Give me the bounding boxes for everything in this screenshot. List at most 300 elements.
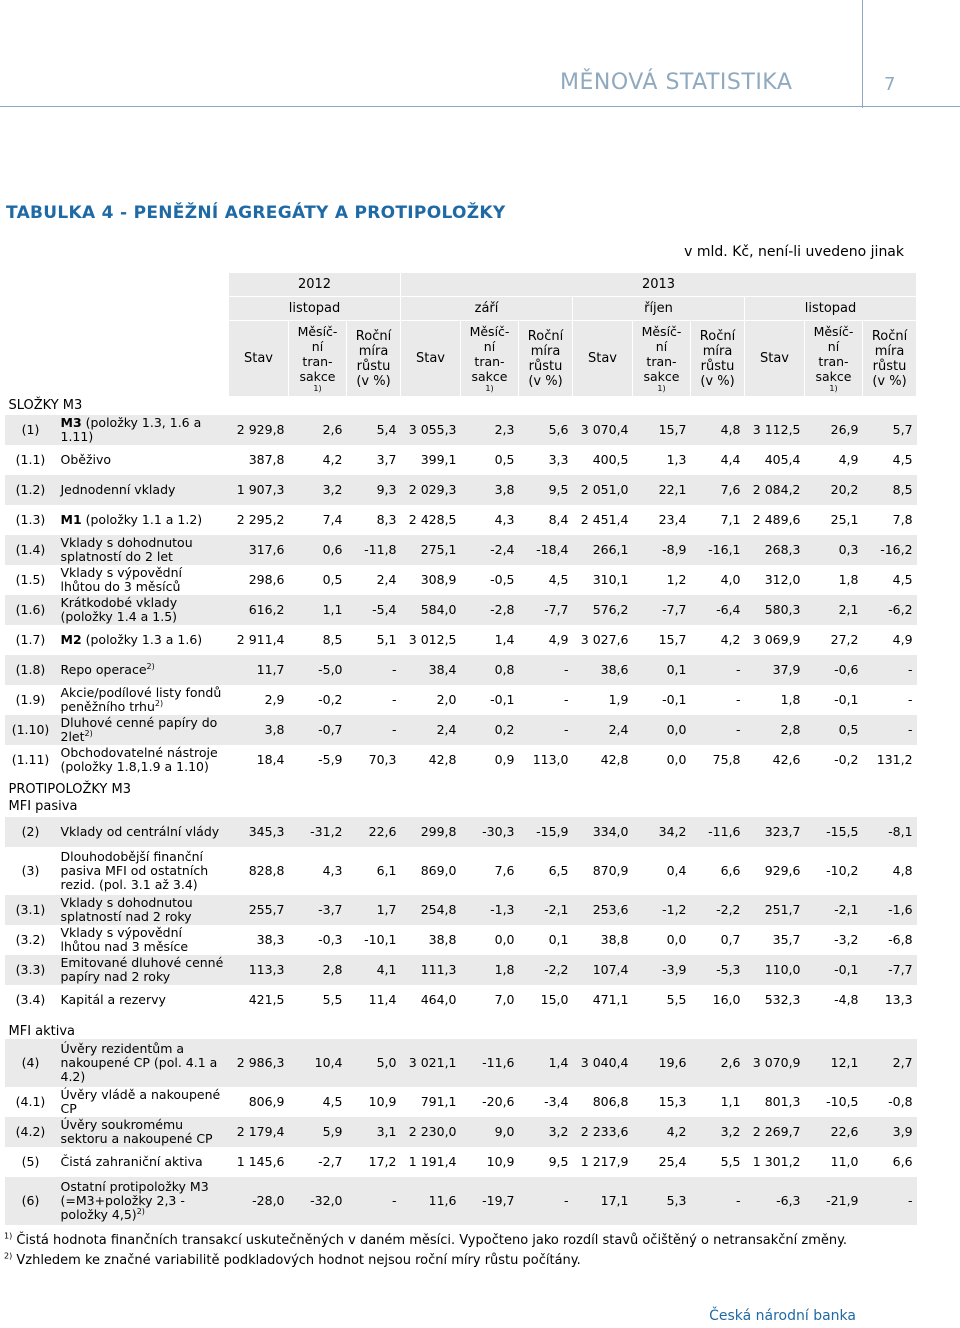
row-value: - (691, 655, 745, 685)
row-value: 5,4 (347, 415, 401, 445)
row-value: -2,2 (519, 955, 573, 985)
row-value: 334,0 (573, 817, 633, 847)
row-value: 6,6 (892, 1154, 913, 1169)
row-value: 254,8 (401, 895, 461, 925)
col-mes-line: Měsíč- (813, 323, 854, 339)
row-value: 2,4 (573, 715, 633, 745)
row-label-text: Vklady s výpovědní lhůtou do 3 měsíců (60, 565, 183, 594)
col-mes-line: sakce (815, 368, 852, 384)
table-row (5, 1039, 917, 1087)
row-label (57, 1117, 229, 1147)
row-value: 13,3 (884, 992, 913, 1007)
row-value: 27,2 (830, 632, 859, 647)
row-value: 0,0 (494, 932, 515, 947)
row-value: 3 070,4 (573, 415, 633, 445)
row-label-text: Vklady s dohodnutou splatností do 2 let (60, 535, 193, 564)
row-code: (4.1) (15, 1094, 46, 1109)
col-mesicni-transakce-header (461, 321, 519, 397)
row-label-aggregate: M1 (60, 512, 82, 527)
row-value: 19,6 (633, 1039, 691, 1087)
row-value: 17,2 (368, 1154, 397, 1169)
row-value: 929,6 (764, 863, 801, 878)
row-value: 2 428,5 (408, 512, 457, 527)
row-value: -15,5 (805, 817, 863, 847)
row-value: 584,0 (401, 595, 461, 625)
row-label-text: Dlouhodobější finanční pasiva MFI od ostatních rezid. (pol. 3.1 až 3.4) (60, 849, 209, 892)
footer-brand: Česká národní banka (709, 1308, 856, 1324)
row-value: 25,1 (830, 512, 859, 527)
month-2013-listopad: listopad (745, 297, 917, 321)
row-code: (1.1) (15, 452, 46, 467)
col-mes-line: tran- (646, 353, 677, 369)
row-code: (1.7) (15, 632, 46, 647)
row-label-text: Úvěry soukromému sektoru a nakoupené CP (60, 1117, 213, 1146)
row-value: 3,2 (289, 475, 347, 505)
table-row (5, 715, 917, 745)
row-value: -21,9 (805, 1177, 863, 1225)
row-value: 15,3 (658, 1094, 687, 1109)
row-value: - (347, 715, 401, 745)
row-value: 9,5 (519, 475, 573, 505)
row-value: 2,1 (805, 595, 863, 625)
row-value: - (347, 655, 401, 685)
row-value: 0,1 (548, 932, 569, 947)
table-row (5, 655, 917, 685)
row-value: 298,6 (248, 572, 285, 587)
col-stav-header: Stav (745, 321, 805, 397)
col-mes-line: ní (827, 338, 840, 354)
row-value: 2 084,2 (745, 475, 805, 505)
row-label (57, 895, 229, 925)
section-row (5, 1015, 917, 1039)
table-row (5, 565, 917, 595)
col-mes-line: sakce (471, 368, 508, 384)
row-value: 18,4 (256, 752, 285, 767)
row-value: 1 301,2 (752, 1154, 801, 1169)
row-value: - (908, 692, 913, 707)
table-row (5, 445, 917, 475)
row-value: 1 907,3 (229, 475, 289, 505)
table-row (5, 595, 917, 625)
row-label (57, 1177, 229, 1225)
table-row (5, 895, 917, 925)
row-value: -16,1 (691, 535, 745, 565)
col-stav-header: Stav (573, 321, 633, 397)
row-value: 0,0 (666, 752, 687, 767)
row-value: 11,0 (830, 1154, 859, 1169)
table-row (5, 625, 917, 655)
row-value: -18,4 (519, 535, 573, 565)
row-value: 22,6 (347, 817, 401, 847)
col-stav-header: Stav (401, 321, 461, 397)
row-value: 38,8 (428, 932, 457, 947)
col-rocni-mira-header (863, 321, 917, 397)
row-value: 253,6 (573, 895, 633, 925)
row-value: 2,9 (264, 692, 285, 707)
row-value: 10,9 (486, 1154, 515, 1169)
row-value: - (347, 1177, 401, 1225)
row-value: 1 145,6 (236, 1154, 285, 1169)
row-value: -2,1 (519, 895, 573, 925)
row-value: 2 029,3 (401, 475, 461, 505)
row-code: (1.6) (5, 595, 57, 625)
row-value: 464,0 (420, 992, 457, 1007)
row-value: 5,9 (289, 1117, 347, 1147)
row-value: 1 217,9 (580, 1154, 629, 1169)
row-value: 38,6 (573, 655, 633, 685)
row-value: 312,0 (764, 572, 801, 587)
row-value: 3,2 (519, 1117, 573, 1147)
row-value: -4,8 (834, 992, 859, 1007)
table-row (5, 535, 917, 565)
row-value: -0,7 (289, 715, 347, 745)
row-value: -5,0 (289, 655, 347, 685)
row-value: 8,5 (322, 632, 343, 647)
year-2013: 2013 (401, 273, 917, 297)
row-value: 576,2 (573, 595, 633, 625)
row-label-text: Úvěry vládě a nakoupené CP (60, 1087, 221, 1116)
page-number: 7 (884, 74, 896, 95)
row-label (57, 715, 229, 745)
row-value: 5,5 (322, 992, 343, 1007)
row-value: 4,2 (720, 632, 741, 647)
table-row (5, 847, 917, 895)
row-value: - (691, 1177, 745, 1225)
footnote-2 (4, 1253, 581, 1268)
row-value: 5,3 (633, 1177, 691, 1225)
row-code: (1.2) (5, 475, 57, 505)
row-value: 0,6 (289, 535, 347, 565)
row-value: 345,3 (229, 817, 289, 847)
row-label-text: Krátkodobé vklady (položky 1.4 a 1.5) (60, 595, 178, 624)
row-value: -8,1 (863, 817, 917, 847)
row-value: -11,8 (347, 535, 401, 565)
row-value: 2,4 (401, 715, 461, 745)
row-value: 15,0 (540, 992, 569, 1007)
section-row (5, 397, 917, 416)
row-label-text: (položky 1.3, 1.6 a 1.11) (60, 415, 202, 444)
row-value: 0,5 (322, 572, 343, 587)
row-label-text: Oběživo (60, 452, 112, 467)
row-value: 113,3 (229, 955, 289, 985)
row-value: 532,3 (764, 992, 801, 1007)
row-label (57, 535, 229, 565)
row-value: 37,9 (745, 655, 805, 685)
row-value: 2 269,7 (745, 1117, 805, 1147)
row-label (57, 1087, 229, 1117)
row-value: 1,4 (494, 632, 515, 647)
col-mes-footnote-mark: 1) (485, 383, 494, 393)
row-value: -10,5 (826, 1094, 859, 1109)
col-roc-line: (v %) (700, 373, 735, 389)
row-label (57, 595, 229, 625)
row-value: 400,5 (592, 452, 629, 467)
row-value: 266,1 (573, 535, 633, 565)
row-value: 1,8 (780, 692, 801, 707)
row-value: 9,0 (461, 1117, 519, 1147)
row-value: 3,3 (548, 452, 569, 467)
row-value: 5,6 (519, 415, 573, 445)
month-2013-zari: září (401, 297, 573, 321)
col-roc-line: (v %) (872, 373, 907, 389)
table-row (5, 955, 917, 985)
row-value: 616,2 (229, 595, 289, 625)
row-value: 0,9 (494, 752, 515, 767)
month-2012-listopad: listopad (229, 297, 401, 321)
row-value: 3 021,1 (401, 1039, 461, 1087)
row-value: -3,9 (633, 955, 691, 985)
section-heading: SLOŽKY M3 (8, 398, 83, 413)
row-value: -2,4 (461, 535, 519, 565)
row-value: 42,8 (600, 752, 629, 767)
row-value: 0,7 (720, 932, 741, 947)
row-value: 8,4 (548, 512, 569, 527)
row-value: 1 191,4 (408, 1154, 457, 1169)
footnote-1-mark: 1) (4, 1231, 13, 1241)
table-body (5, 397, 917, 1226)
row-value: 23,4 (658, 512, 687, 527)
row-value: 2,6 (691, 1039, 745, 1087)
row-value: 5,5 (666, 992, 687, 1007)
col-roc-line: míra (702, 343, 733, 359)
row-value: -0,8 (888, 1094, 913, 1109)
row-code: (3.3) (5, 955, 57, 985)
row-value: -2,2 (691, 895, 745, 925)
row-value: 12,1 (805, 1039, 863, 1087)
row-value: 3 027,6 (580, 632, 629, 647)
row-label-text: (položky 1.1 a 1.2) (81, 512, 203, 527)
section-heading-line: MFI pasiva (8, 799, 78, 814)
row-code: (1.8) (5, 655, 57, 685)
row-value: 70,3 (368, 752, 397, 767)
footnote-2-text: Vzhledem ke značné variabilitě podkladových hodnot nejsou roční míry růstu počítány. (16, 1253, 581, 1268)
row-value: 9,5 (548, 1154, 569, 1169)
row-value: - (519, 655, 573, 685)
data-table (4, 272, 914, 1225)
header-vertical-rule (862, 0, 863, 108)
table-row (5, 685, 917, 715)
row-value: 275,1 (401, 535, 461, 565)
row-code: (2) (5, 817, 57, 847)
col-roc-line: růstu (872, 358, 907, 374)
col-mes-line: Měsíč- (641, 323, 682, 339)
table-header (5, 273, 917, 397)
row-value: -0,1 (490, 692, 515, 707)
row-value: 9,3 (347, 475, 401, 505)
row-value: 3,8 (229, 715, 289, 745)
year-2012: 2012 (229, 273, 401, 297)
row-value: -11,6 (691, 817, 745, 847)
col-mes-line: ní (655, 338, 668, 354)
row-value: 4,8 (691, 415, 745, 445)
table-row (5, 1177, 917, 1225)
row-value: 4,0 (720, 572, 741, 587)
row-value: -5,4 (347, 595, 401, 625)
col-roc-line: růstu (700, 358, 735, 374)
row-value: -19,7 (461, 1177, 519, 1225)
row-label (57, 925, 229, 955)
row-value: -2,8 (461, 595, 519, 625)
row-value: 110,0 (745, 955, 805, 985)
row-value: 7,0 (494, 992, 515, 1007)
col-mesicni-transakce-header (805, 321, 863, 397)
row-value: 4,5 (322, 1094, 343, 1109)
row-value: -10,2 (826, 863, 859, 878)
row-value: 113,0 (532, 752, 569, 767)
row-value: 828,8 (248, 863, 285, 878)
row-code: (1) (5, 415, 57, 445)
row-value: 1,8 (838, 572, 859, 587)
row-value: 4,3 (322, 863, 343, 878)
units-note: v mld. Kč, není-li uvedeno jinak (684, 244, 904, 260)
row-value: -0,2 (834, 752, 859, 767)
row-value: - (519, 1177, 573, 1225)
row-value: -10,1 (364, 932, 397, 947)
row-value: -6,4 (691, 595, 745, 625)
row-code: (1.5) (15, 572, 46, 587)
row-label-footnote-mark: 2) (84, 728, 93, 738)
row-value: 4,2 (633, 1117, 691, 1147)
row-value: 6,1 (376, 863, 397, 878)
row-value: 38,4 (401, 655, 461, 685)
row-value: 7,8 (892, 512, 913, 527)
row-label (57, 745, 229, 775)
row-code: (6) (5, 1177, 57, 1225)
row-value: 0,8 (461, 655, 519, 685)
row-value: 2,8 (745, 715, 805, 745)
row-value: 791,1 (420, 1094, 457, 1109)
row-value: -5,3 (691, 955, 745, 985)
row-value: 1,7 (347, 895, 401, 925)
row-value: - (519, 715, 573, 745)
row-value: 2 179,4 (229, 1117, 289, 1147)
row-value: 4,5 (548, 572, 569, 587)
row-value: 38,8 (600, 932, 629, 947)
col-mes-line: Měsíč- (469, 323, 510, 339)
row-value: 806,9 (248, 1094, 285, 1109)
row-label-text: Kapitál a rezervy (60, 992, 166, 1007)
row-label-text: Repo operace (60, 662, 147, 677)
row-value: 111,3 (401, 955, 461, 985)
row-value: -0,1 (834, 692, 859, 707)
row-label-text: Vklady s dohodnutou splatností nad 2 roky (60, 895, 193, 924)
row-value: 4,2 (322, 452, 343, 467)
row-value: 308,9 (420, 572, 457, 587)
row-value: 15,7 (658, 632, 687, 647)
row-value: 2 233,6 (573, 1117, 633, 1147)
col-roc-line: míra (530, 343, 561, 359)
row-value: 38,3 (256, 932, 285, 947)
row-value: 17,1 (573, 1177, 633, 1225)
row-label-text: Vklady s výpovědní lhůtou nad 3 měsíce (60, 925, 189, 954)
row-value: -5,9 (318, 752, 343, 767)
row-value: 2,6 (289, 415, 347, 445)
row-value: -28,0 (229, 1177, 289, 1225)
col-mes-footnote-mark: 1) (657, 383, 666, 393)
col-mes-line: ní (483, 338, 496, 354)
row-value: - (863, 655, 917, 685)
footnote-1-text: Čistá hodnota finančních transakcí uskutečněných v daném měsíci. Vypočteno jako rozdíl stavů očištěný o netransakční změny. (16, 1233, 848, 1248)
month-2013-rijen: říjen (573, 297, 745, 321)
row-value: 7,1 (720, 512, 741, 527)
row-value: 3 112,5 (745, 415, 805, 445)
row-value: 3,1 (347, 1117, 401, 1147)
row-label (57, 1147, 229, 1177)
row-value: 3,2 (691, 1117, 745, 1147)
row-value: 35,7 (772, 932, 801, 947)
footnote-1 (4, 1233, 847, 1248)
row-value: 11,4 (368, 992, 397, 1007)
row-value: -11,6 (461, 1039, 519, 1087)
row-label (57, 625, 229, 655)
col-mesicni-transakce-header (633, 321, 691, 397)
table-title: TABULKA 4 - PENĚŽNÍ AGREGÁTY A PROTIPOLOŽKY (6, 203, 506, 223)
row-value: 131,2 (876, 752, 913, 767)
row-label-aggregate: M2 (60, 632, 82, 647)
row-value: 10,4 (289, 1039, 347, 1087)
row-value: -7,7 (633, 595, 691, 625)
table-row (5, 925, 917, 955)
section-row (5, 775, 917, 817)
row-value: 4,9 (892, 632, 913, 647)
row-value: 580,3 (745, 595, 805, 625)
row-value: 0,4 (666, 863, 687, 878)
row-value: 4,9 (548, 632, 569, 647)
row-value: 0,3 (805, 535, 863, 565)
row-value: 323,7 (745, 817, 805, 847)
row-value: -7,7 (863, 955, 917, 985)
col-roc-line: (v %) (528, 373, 563, 389)
row-value: 1,8 (461, 955, 519, 985)
row-value: 299,8 (401, 817, 461, 847)
col-roc-line: Roční (699, 328, 736, 344)
row-label (57, 817, 229, 847)
row-value: 2 489,6 (752, 512, 801, 527)
header-rule (0, 106, 960, 107)
row-value: 2 230,0 (401, 1117, 461, 1147)
row-value: 801,3 (764, 1094, 801, 1109)
col-rocni-mira-header (691, 321, 745, 397)
row-code: (3.2) (15, 932, 46, 947)
col-mes-footnote-mark: 1) (829, 383, 838, 393)
table-row (5, 1147, 917, 1177)
row-value: -30,3 (461, 817, 519, 847)
col-mesicni-transakce-header (289, 321, 347, 397)
row-value: 20,2 (805, 475, 863, 505)
row-code: (1.9) (15, 692, 46, 707)
row-label-footnote-mark: 2) (146, 661, 155, 671)
row-label (57, 415, 229, 445)
row-value: 255,7 (229, 895, 289, 925)
row-value: 4,9 (838, 452, 859, 467)
row-value: -20,6 (482, 1094, 515, 1109)
row-value: - (863, 1177, 917, 1225)
row-label (57, 1039, 229, 1087)
row-label (57, 685, 229, 715)
row-label-text: Ostatní protipoložky M3 (=M3+položky 2,3 - položky 4,5) (60, 1179, 209, 1222)
row-value: -32,0 (289, 1177, 347, 1225)
row-value: - (391, 692, 397, 707)
row-value: 5,7 (863, 415, 917, 445)
row-value: 405,4 (764, 452, 801, 467)
row-code: (1.4) (5, 535, 57, 565)
row-value: -6,8 (888, 932, 913, 947)
row-value: 7,6 (691, 475, 745, 505)
row-value: -16,2 (863, 535, 917, 565)
running-head: MĚNOVÁ STATISTIKA (560, 70, 793, 95)
row-value: 310,1 (592, 572, 629, 587)
row-value: -0,6 (805, 655, 863, 685)
